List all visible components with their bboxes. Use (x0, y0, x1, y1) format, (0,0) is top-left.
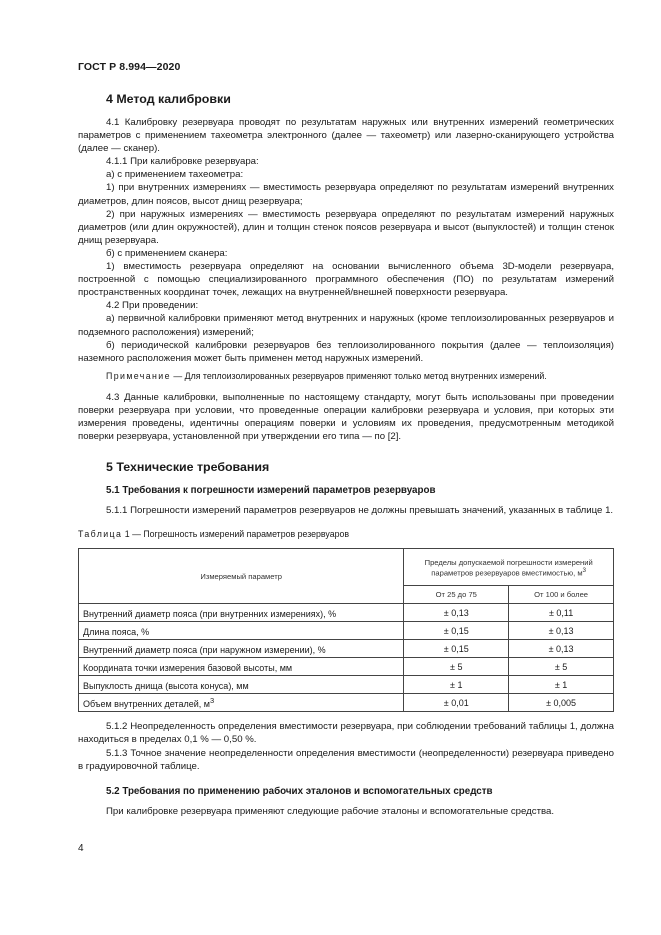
item-b1: 1) вместимость резервуара определяют на основании вычисленного объема 3D-модели резервуара, построенной с помощью специализированного программного обеспечения (ПО) по результатам измерений пространственных координат точек, лежащих на внутренней/внешней поверхности резервуара. (78, 261, 614, 299)
value-a: ± 0,13 (404, 604, 509, 622)
table-row (79, 694, 614, 712)
table-row (79, 604, 614, 622)
paragraph-5-2: При калибровке резервуара применяют следующие рабочие эталоны и вспомогательные средства. (106, 805, 555, 817)
param-text: Длина пояса, % (83, 627, 150, 638)
table-caption-text: 1 — Погрешность измерений параметров резервуаров (122, 529, 350, 540)
param-cell (79, 658, 404, 676)
value-b: ± 0,13 (509, 622, 614, 640)
value-a: ± 0,15 (404, 640, 509, 658)
standard-header: ГОСТ Р 8.994—2020 (78, 61, 181, 73)
paragraph-4-2: 4.2 При проведении: (106, 300, 199, 312)
param-cell (79, 640, 404, 658)
header-range-a: От 25 до 75 (404, 586, 509, 604)
value-a: ± 5 (404, 658, 509, 676)
header-range-b: От 100 и более (509, 586, 614, 604)
param-cell (79, 676, 404, 694)
table-row (79, 676, 614, 694)
note (78, 370, 614, 383)
header-limits (404, 549, 614, 586)
paragraph-5-1-3: 5.1.3 Точное значение неопределенности определения вместимости (неопределенности) резервуара приведено в градуировочной таблице. (78, 747, 614, 772)
value-a: ± 0,15 (404, 622, 509, 640)
section-5-title: 5 Технические требования (106, 460, 270, 475)
subsection-5-2-title: 5.2 Требования по применению рабочих эталонов и вспомогательных средств (106, 785, 493, 797)
value-b: ± 0,005 (509, 694, 614, 712)
param-text: Объем внутренних деталей, м (83, 699, 210, 710)
table-caption-label: Таблица (78, 529, 123, 540)
table-row (79, 658, 614, 676)
paragraph-5-1-1: 5.1.1 Погрешности измерений параметров резервуаров не должны превышать значений, указанных в таблице 1. (106, 505, 614, 517)
item-b: б) с применением сканера: (106, 247, 228, 259)
table-caption (78, 529, 614, 539)
header-limits-sup: 3 (582, 566, 587, 574)
table-row (79, 622, 614, 640)
item-4-2a: а) первичной калибровки применяют метод внутренних и наружных (кроме теплоизолированных резервуаров и подземного расположения) измерений; (78, 313, 614, 338)
value-a: ± 0,01 (404, 694, 509, 712)
error-table (78, 548, 614, 712)
param-cell (79, 622, 404, 640)
item-4-2b: б) периодической калибровки резервуаров без теплоизолированного покрытия (далее — теплоизоляция) наземного расположения может быть применен метод наружных измерений. (78, 339, 614, 364)
paragraph-4-1: 4.1 Калибровку резервуара проводят по результатам наружных или внутренних измерений геометрических параметров с применением тахеометра электронного (далее — тахеометр) или лазерно-сканирующего устройства (далее — сканер). (78, 117, 614, 155)
page-number: 4 (78, 843, 84, 854)
paragraph-4-3: 4.3 Данные калибровки, выполненные по настоящему стандарту, могут быть использованы при проведении поверки резервуара при условии, что проведенные операции калибровки резервуара и условия, при которых эти измерения проведены, идентичны операциям поверки и условиям их проведения, предусмотренным методикой поверки резервуара, установленной при утверждении его типа — по [2]. (78, 391, 614, 443)
param-sup: 3 (209, 696, 215, 706)
param-text: Выпуклость днища (высота конуса), мм (83, 681, 249, 692)
header-limits-text: Пределы допускаемой погрешности измерений параметров резервуаров вместимостью, м (424, 557, 593, 578)
value-b: ± 1 (509, 676, 614, 694)
table-row (79, 640, 614, 658)
value-b: ± 0,13 (509, 640, 614, 658)
param-cell (79, 694, 404, 712)
param-text: Внутренний диаметр пояса (при наружном измерении), % (83, 645, 326, 656)
param-text: Координата точки измерения базовой высоты, мм (83, 663, 293, 674)
section-4-title: 4 Метод калибровки (106, 92, 231, 106)
item-a1: 1) при внутренних измерениях — вместимость резервуара определяют по результатам измерений внутренних диаметров, длин поясов, высот днищ резервуара; (78, 182, 614, 207)
page-content (78, 91, 614, 818)
value-a: ± 1 (404, 676, 509, 694)
param-text: Внутренний диаметр пояса (при внутренних измерениях), % (83, 609, 337, 620)
param-cell (79, 604, 404, 622)
item-a2: 2) при наружных измерениях — вместимость резервуара определяют по результатам измерений наружных диаметров (или длин окружностей), длин и толщин стенок поясов резервуара и высот (выпуклостей) и толщин стенок днищ резервуара. (78, 208, 614, 246)
value-b: ± 0,11 (509, 604, 614, 622)
header-param: Измеряемый параметр (79, 549, 404, 604)
value-b: ± 5 (509, 658, 614, 676)
paragraph-4-1-1: 4.1.1 При калибровке резервуара: (106, 156, 259, 168)
note-label: Примечание (106, 370, 171, 381)
paragraph-5-1-2: 5.1.2 Неопределенность определения вместимости резервуара, при соблюдении требований таблицы 1, должна находиться в пределах 0,1 % — 0,50 %. (78, 721, 614, 746)
note-text: — Для теплоизолированных резервуаров применяют только метод внутренних измерений. (170, 370, 547, 381)
table-header-row (79, 549, 614, 586)
subsection-5-1-title: 5.1 Требования к погрешности измерений параметров резервуаров (106, 485, 436, 497)
item-a: а) с применением тахеометра: (106, 169, 244, 181)
